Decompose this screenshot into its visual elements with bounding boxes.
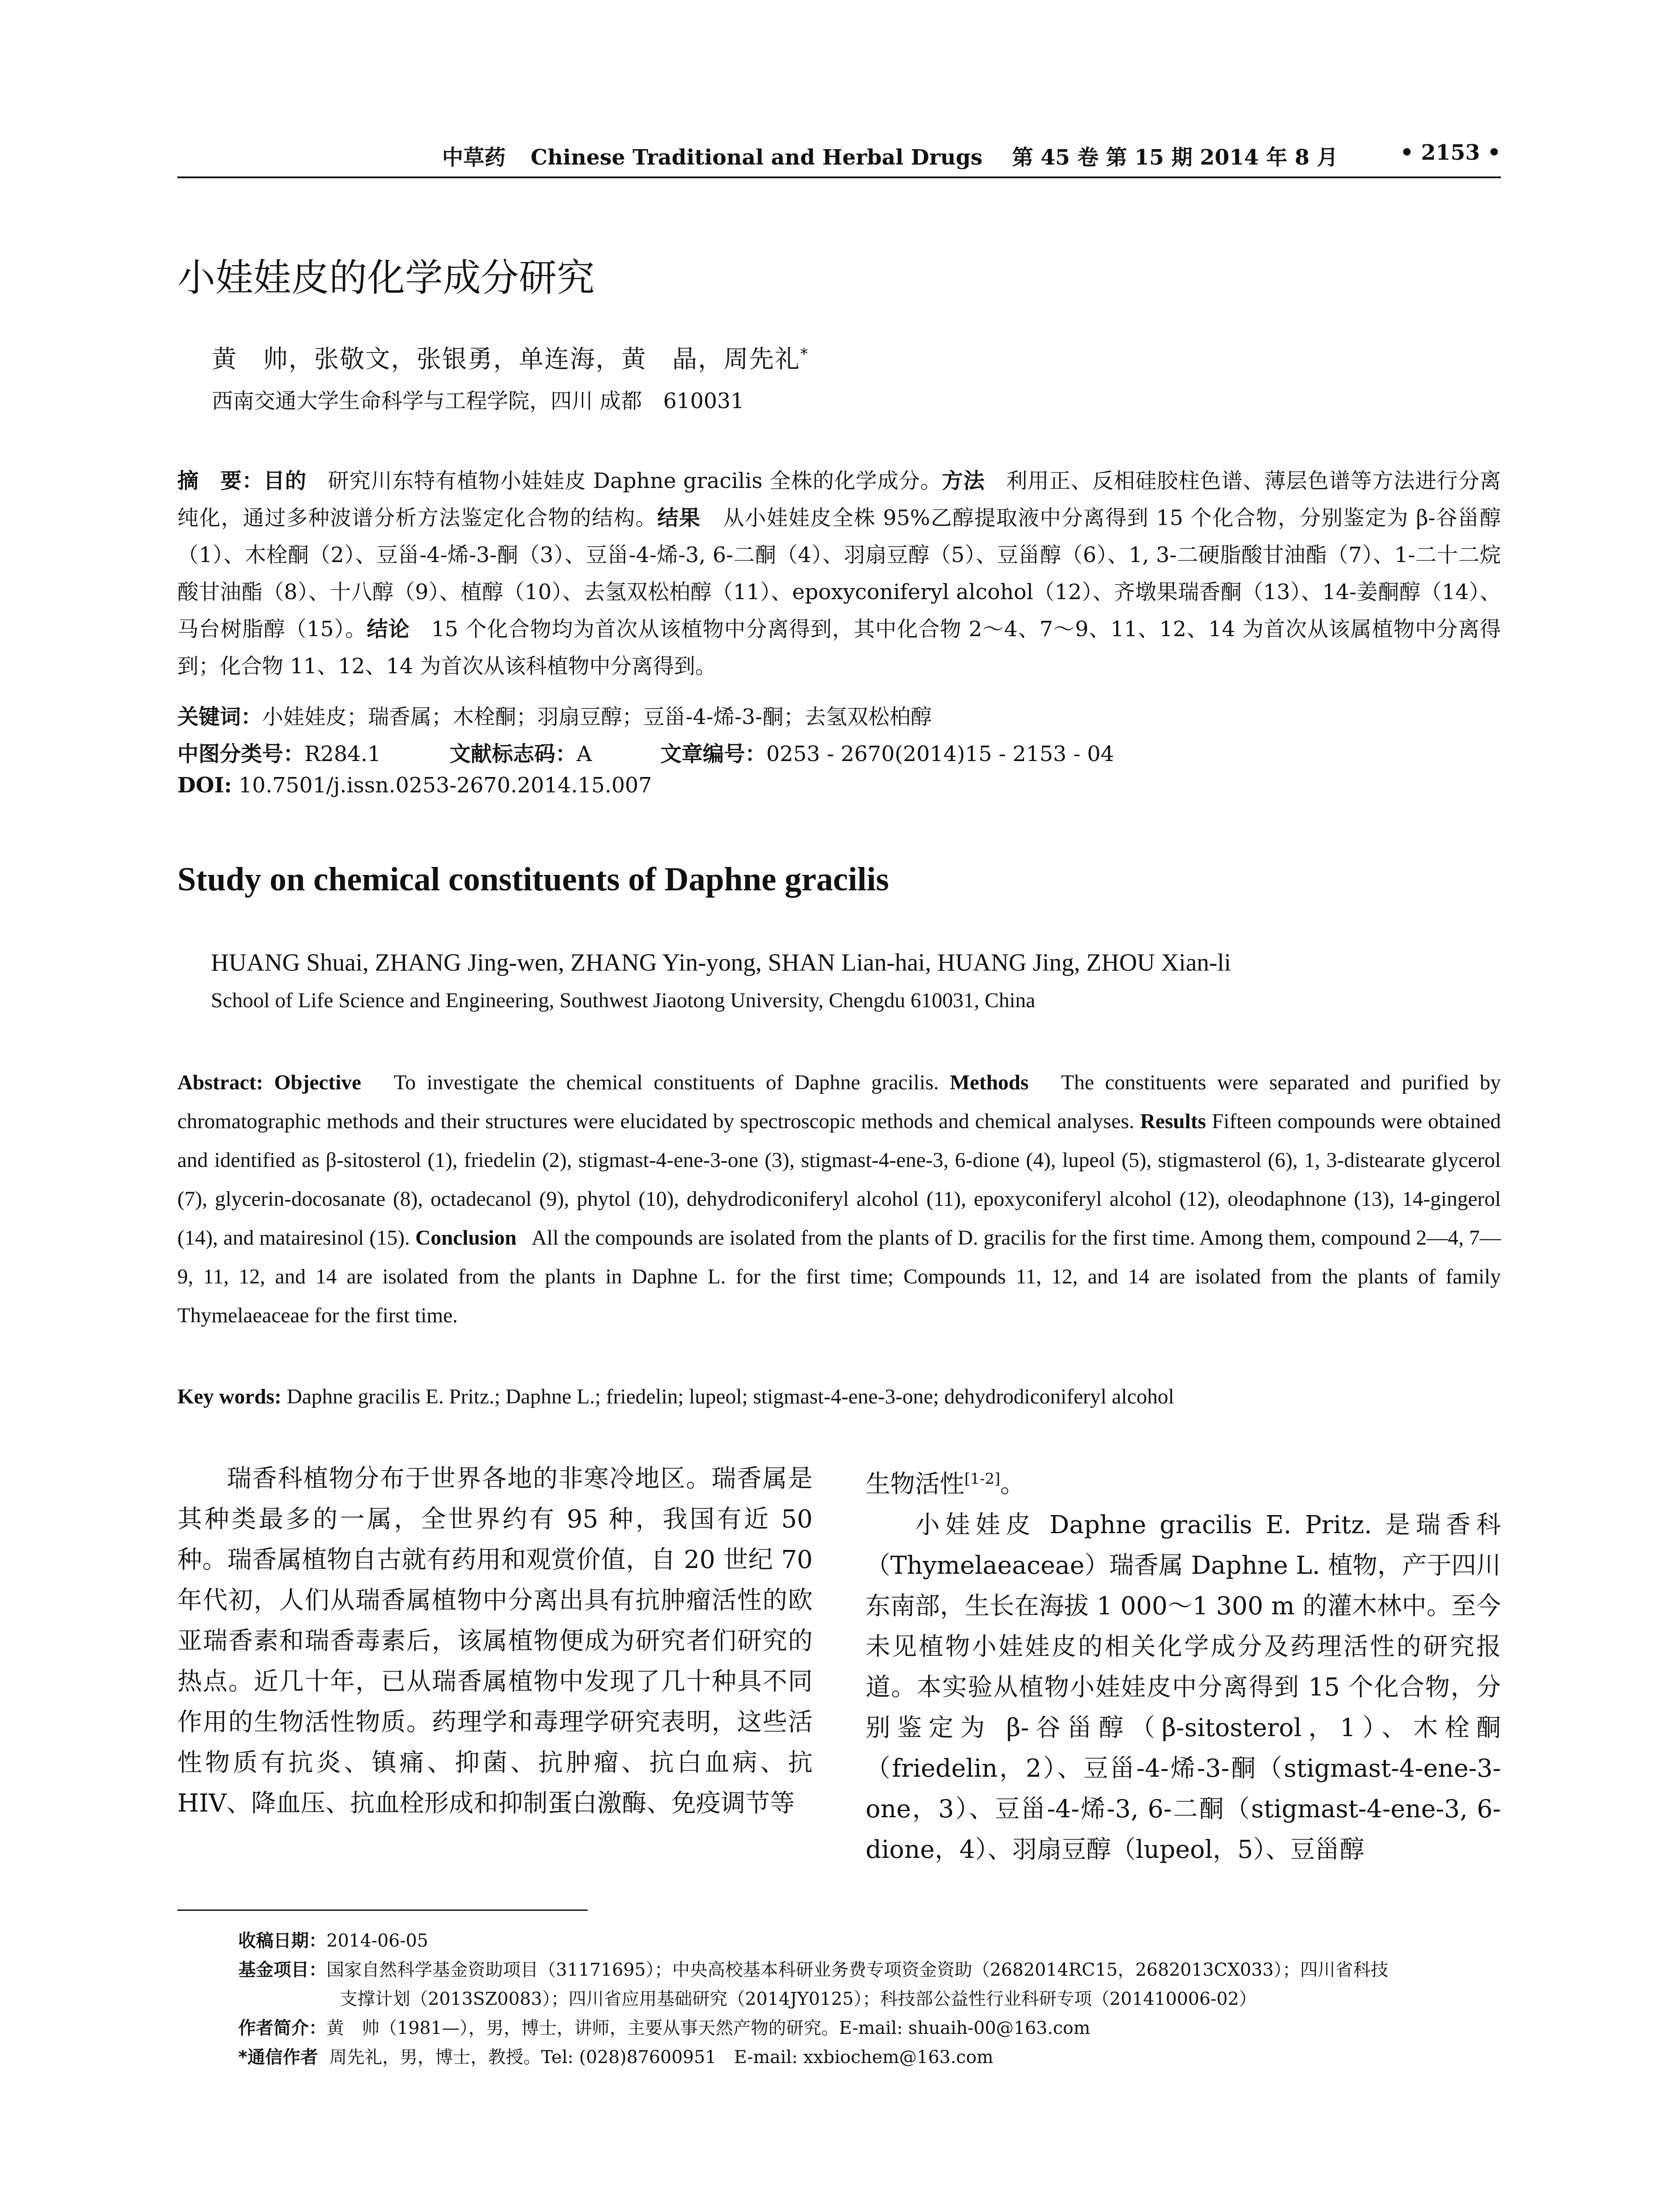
article-number-label: 文章编号： xyxy=(660,742,766,766)
methods-label-cn: 方法 xyxy=(941,469,985,493)
fund-label: 基金项目： xyxy=(238,1960,326,1980)
footnotes xyxy=(238,1926,1500,2072)
keywords-cn-label: 关键词： xyxy=(177,705,262,729)
header-rule xyxy=(177,176,1501,178)
keywords-cn-text: 小娃娃皮；瑞香属；木栓酮；羽扇豆醇；豆甾-4-烯-3-酮；去氢双松柏醇 xyxy=(262,705,932,729)
received-label: 收稿日期： xyxy=(238,1931,326,1951)
footnote-rule xyxy=(177,1910,588,1911)
affiliation-cn: 西南交通大学生命科学与工程学院，四川 成都 610031 xyxy=(212,389,744,413)
corresponding-info: 周先礼，男，博士，教授。Tel: (028)87600951 E-mail: xxbiochem@163.com xyxy=(329,2047,994,2067)
running-head xyxy=(177,140,1501,176)
abstract-en-label: Abstract: Objective xyxy=(177,1071,361,1094)
methods-label-en: Methods xyxy=(949,1071,1029,1094)
footnote-author xyxy=(238,2014,1500,2043)
conclusion-cn: 15 个化合物均为首次从该植物中分离得到，其中化合物 2～4、7～9、11、12、14 为首次从该属植物中分离得到；化合物 11、12、14 为首次从该科植物中分离得到。 xyxy=(177,617,1501,679)
methods-cn: 利用正、反相硅胶柱色谱、薄层色谱等方法进行分离纯化，通过多种波谱分析方法鉴定化合物的结构。 xyxy=(177,469,1501,530)
results-label-cn: 结果 xyxy=(657,506,701,530)
results-label-en: Results xyxy=(1140,1110,1206,1133)
running-head-journal xyxy=(442,140,1338,171)
corresponding-mark: * xyxy=(800,345,809,363)
journal-name-en: Chinese Traditional and Herbal Drugs xyxy=(530,145,983,170)
footnote-received xyxy=(238,1926,1500,1955)
journal-name-cn: 中草药 xyxy=(442,145,506,170)
clc-value: R284.1 xyxy=(304,742,381,766)
title-cn: 小娃娃皮的化学成分研究 xyxy=(177,256,595,300)
journal-issue: 第 45 卷 第 15 期 2014 年 8 月 xyxy=(1012,145,1338,170)
authors-cn-names: 黄 帅，张敬文，张银勇，单连海，黄 晶，周先礼 xyxy=(212,345,800,374)
objective-label-cn: 目的 xyxy=(263,469,307,493)
citation-ref: [1-2] xyxy=(964,1470,1001,1488)
doi-label: DOI: xyxy=(177,773,232,798)
page-number: • 2153 • xyxy=(1400,140,1501,165)
body-column-left xyxy=(177,1459,813,1824)
keywords-en xyxy=(177,1384,1501,1409)
keywords-en-text: Daphne gracilis E. Pritz.; Daphne L.; friedelin; lupeol; stigmast-4-ene-3-one; dehydrodiconiferyl alcohol xyxy=(286,1385,1174,1408)
footnote-fund xyxy=(238,1955,1500,1985)
results-en: Fifteen compounds were obtained and identified as β-sitosterol (1), friedelin (2), stigmast-4-ene-3-one (3), stigmast-4-ene-3, 6-dione (4), lupeol (5), stigmasterol (6), 1, 3-distearate glycerol (7), glycerin-docosanate (8), octadecanol (9), phytol (10), dehydrodiconiferyl alcohol (11), epoxyconiferyl alcohol (12), oleodaphnone (13), 14-gingerol (14), and matairesinol (15). xyxy=(177,1110,1501,1249)
keywords-en-label: Key words: xyxy=(177,1385,281,1408)
body-paragraph-2: 小娃娃皮 Daphne gracilis E. Pritz. 是瑞香科（Thymelaeaceae）瑞香属 Daphne L. 植物，产于四川东南部，生长在海拔 1 000～1 300 m 的灌木林中。至今未见植物小娃娃皮的相关化学成分及药理活性的研究报道。本实验从植物小娃娃皮中分离得到 15 个化合物，分别鉴定为 β-谷甾醇（β-sitosterol，1）、木栓酮（friedelin，2）、豆甾-4-烯-3-酮（stigmast-4-ene-3-one，3）、豆甾-4-烯-3, 6-二酮（stigmast-4-ene-3, 6-dione，4）、羽扇豆醇（lupeol，5）、豆甾醇 xyxy=(866,1510,1501,1864)
keywords-cn xyxy=(177,700,1501,730)
methods-en: The constituents were separated and purified by chromatographic methods and their structures were elucidated by spectroscopic methods and chemical analyses. xyxy=(177,1071,1501,1133)
conclusion-en: All the compounds are isolated from the plants of D. gracilis for the first time. Among them, compound 2—4, 7—9, 11, 12, and 14 are isolated from the plants in Daphne L. for the first time; Compounds 11, 12, and 14 are isolated from the plants of family Thymelaeaceae for the first time. xyxy=(177,1226,1501,1327)
fund-text-cont: 支撑计划（2013SZ0083）；四川省应用基础研究（2014JY0125）；科技部公益性行业科研专项（201410006-02） xyxy=(340,1989,1257,2009)
doc-code-label: 文献标志码： xyxy=(449,742,577,766)
conclusion-label-cn: 结论 xyxy=(367,617,410,642)
affiliation-en: School of Life Science and Engineering, Southwest Jiaotong University, Chengdu 610031, China xyxy=(211,989,1035,1012)
article-number-value: 0253 - 2670(2014)15 - 2153 - 04 xyxy=(766,742,1114,766)
clc-label: 中图分类号： xyxy=(177,742,305,766)
authors-cn xyxy=(212,340,809,375)
abstract-en xyxy=(177,1063,1501,1335)
fund-text: 国家自然科学基金资助项目（31171695）；中央高校基本科研业务费专项资金资助（2682014RC15，2682013CX033）；四川省科技 xyxy=(326,1960,1388,1980)
doi-value: 10.7501/j.issn.0253-2670.2014.15.007 xyxy=(238,773,652,798)
title-en: Study on chemical constituents of Daphne gracilis xyxy=(177,861,889,898)
received-date: 2014-06-05 xyxy=(326,1931,428,1951)
abstract-cn xyxy=(177,462,1501,685)
author-bio-label: 作者简介： xyxy=(238,2018,326,2038)
body-paragraph-1: 瑞香科植物分布于世界各地的非寒冷地区。瑞香属是其种类最多的一属，全世界约有 95 种，我国有近 50 种。瑞香属植物自古就有药用和观赏价值，自 20 世纪 70 年代初，人们从瑞香属植物中分离出具有抗肿瘤活性的欧亚瑞香素和瑞香毒素后，该属植物便成为研究者们研究的热点。近几十年，已从瑞香属植物中发现了几十种具不同作用的生物活性物质。药理学和毒理学研究表明，这些活性物质有抗炎、镇痛、抑菌、抗肿瘤、抗白血病、抗 HIV、降血压、抗血栓形成和抑制蛋白激酶、免疫调节等 xyxy=(177,1464,813,1818)
body-paragraph-1-end-mark: 。 xyxy=(1000,1470,1025,1499)
objective-cn: 研究川东特有植物小娃娃皮 Daphne gracilis 全株的化学成分。 xyxy=(327,469,942,493)
body-paragraph-1-tail: 生物活性 xyxy=(866,1470,964,1499)
author-bio: 黄 帅（1981—），男，博士，讲师，主要从事天然产物的研究。E-mail: shuaih-00@163.com xyxy=(326,2018,1091,2038)
corresponding-label: *通信作者 xyxy=(238,2047,318,2067)
conclusion-label-en: Conclusion xyxy=(415,1226,517,1249)
abstract-cn-label: 摘 要： xyxy=(177,469,264,493)
doc-code-value: A xyxy=(576,742,592,766)
classification-line xyxy=(177,737,1501,767)
body-column-right xyxy=(866,1459,1501,1870)
body-paragraph-1-end xyxy=(866,1459,1501,1505)
objective-en: To investigate the chemical constituents of Daphne gracilis. xyxy=(394,1071,939,1094)
doi xyxy=(177,773,652,798)
authors-en: HUANG Shuai, ZHANG Jing-wen, ZHANG Yin-yong, SHAN Lian-hai, HUANG Jing, ZHOU Xian-li xyxy=(211,949,1231,976)
results-cn: 从小娃娃皮全株 95%乙醇提取液中分离得到 15 个化合物，分别鉴定为 β-谷甾醇（1）、木栓酮（2）、豆甾-4-烯-3-酮（3）、豆甾-4-烯-3, 6-二酮（4）、羽扇豆醇（5）、豆甾醇（6）、1, 3-二硬脂酸甘油酯（7）、1-二十二烷酸甘油酯（8）、十八醇（9）、植醇（10）、去氢双松柏醇（11）、epoxyconiferyl alcohol（12）、齐墩果瑞香酮（13）、14-姜酮醇（14）、马台树脂醇（15）。 xyxy=(177,506,1501,642)
footnote-corresponding xyxy=(238,2043,1500,2072)
